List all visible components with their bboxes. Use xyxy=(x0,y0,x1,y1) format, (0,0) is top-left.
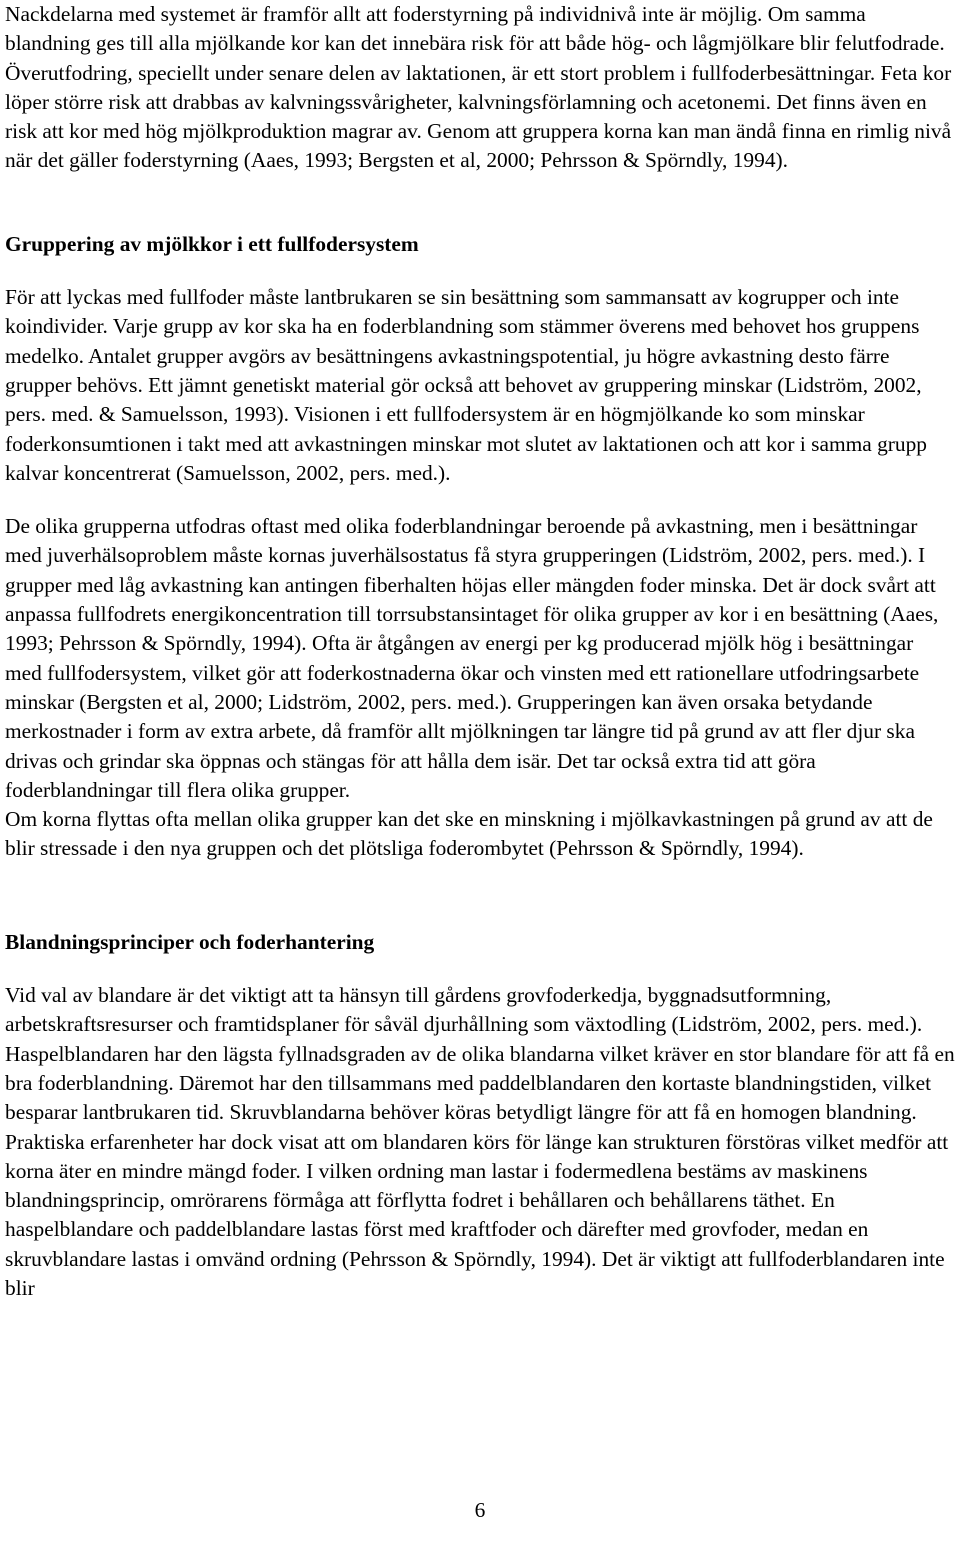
section-heading-blandning: Blandningsprinciper och foderhantering xyxy=(5,929,375,954)
paragraph-gruppering-2b: Om korna flyttas ofta mellan olika grupper kan det ske en minskning i mjölkavkastningen på grund av att de blir stressade i den nya gruppen och det plötsliga foderombytet (Pehrsson & Spörndly, 1994). xyxy=(5,807,933,861)
document-page xyxy=(5,0,955,1303)
intro-paragraph: Nackdelarna med systemet är framför allt att foderstyrning på individnivå inte är möjlig. Om samma blandning ges till alla mjölkande kor kan det innebära risk för att både hög- och lågmjölkare blir felutfodrade. Överutfodring, speciellt under senare delen av laktationen, är ett stort problem i fullfoderbesättningar. Feta kor löper större risk att drabbas av kalvningssvårigheter, kalvningsförlamning och acetonemi. Det finns även en risk att kor med hög mjölkproduktion magrar av. Genom att gruppera korna kan man ändå finna en rimlig nivå när det gäller foderstyrning (Aaes, 1993; Bergsten et al, 2000; Pehrsson & Spörndly, 1994). xyxy=(5,2,952,173)
page-number: 6 xyxy=(474,1498,486,1522)
paragraph-gruppering-1: För att lyckas med fullfoder måste lantbrukaren se sin besättning som sammansatt av kogrupper och inte koindivider. Varje grupp av kor ska ha en foderblandning som stämmer överens med behovet hos gruppens medelko. Antalet grupper avgörs av besättningens avkastningspotential, ju högre avkastning desto färre grupper behövs. Ett jämnt genetiskt material gör också att behovet av gruppering minskar (Lidström, 2002, pers. med. & Samuelsson, 1993). Visionen i ett fullfodersystem är en högmjölkande ko som minskar foderkonsumtionen i takt med att avkastningen minskar mot slutet av laktationen och att kor i samma grupp kalvar koncentrerat (Samuelsson, 2002, pers. med.). xyxy=(5,285,927,485)
paragraph-blandning-1: Vid val av blandare är det viktigt att ta hänsyn till gårdens grovfoderkedja, byggnadsutformning, arbetskraftsresurser och framtidsplaner för såväl djurhållning som växtodling (Lidström, 2002, pers. med.). Haspelblandaren har den lägsta fyllnadsgraden av de olika blandarna vilket kräver en stor blandare för att få en bra foderblandning. Däremot har den tillsammans med paddelblandaren den kortaste blandningstiden, vilket besparar lantbrukaren tid. Skruvblandarna behöver köras betydligt längre för att få en homogen blandning. Praktiska erfarenheter har dock visat att om blandaren körs för länge kan strukturen förstöras vilket medför att korna äter en mindre mängd foder. I vilken ordning man lastar i fodermedlena bestäms av maskinens blandningsprincip, omrörarens förmåga att förflytta fodret i behållaren och behållarens täthet. En haspelblandare och paddelblandare lastas först med kraftfoder och därefter med grovfoder, medan en skruvblandare lastas i omvänd ordning (Pehrsson & Spörndly, 1994). Det är viktigt att fullfoderblandaren inte blir xyxy=(5,983,955,1300)
paragraph-gruppering-2a: De olika grupperna utfodras oftast med olika foderblandningar beroende på avkastning, men i besättningar med juverhälsoproblem måste kornas juverhälsostatus få styra grupperingen (Lidström, 2002, pers. med.). I grupper med låg avkastning kan antingen fiberhalten höjas eller mängden foder minska. Det är dock svårt att anpassa fullfodrets energikoncentration till torrsubstansintaget för olika grupper av kor i en besättning (Aaes, 1993; Pehrsson & Spörndly, 1994). Ofta är åtgången av energi per kg producerad mjölk hög i besättningar med fullfodersystem, vilket gör att foderkostnaderna ökar och vinsten med ett rationellare utfodringsarbete minskar (Bergsten et al, 2000; Lidström, 2002, pers. med.). Grupperingen kan även orsaka betydande merkostnader i form av extra arbete, då framför allt mjölkningen tar längre tid på grund av att fler djur ska drivas och grindar ska öppnas och stängas för att hålla dem isär. Det tar också extra tid att göra foderblandningar till flera olika grupper. xyxy=(5,514,939,802)
section-heading-gruppering: Gruppering av mjölkkor i ett fullfodersystem xyxy=(5,231,419,256)
